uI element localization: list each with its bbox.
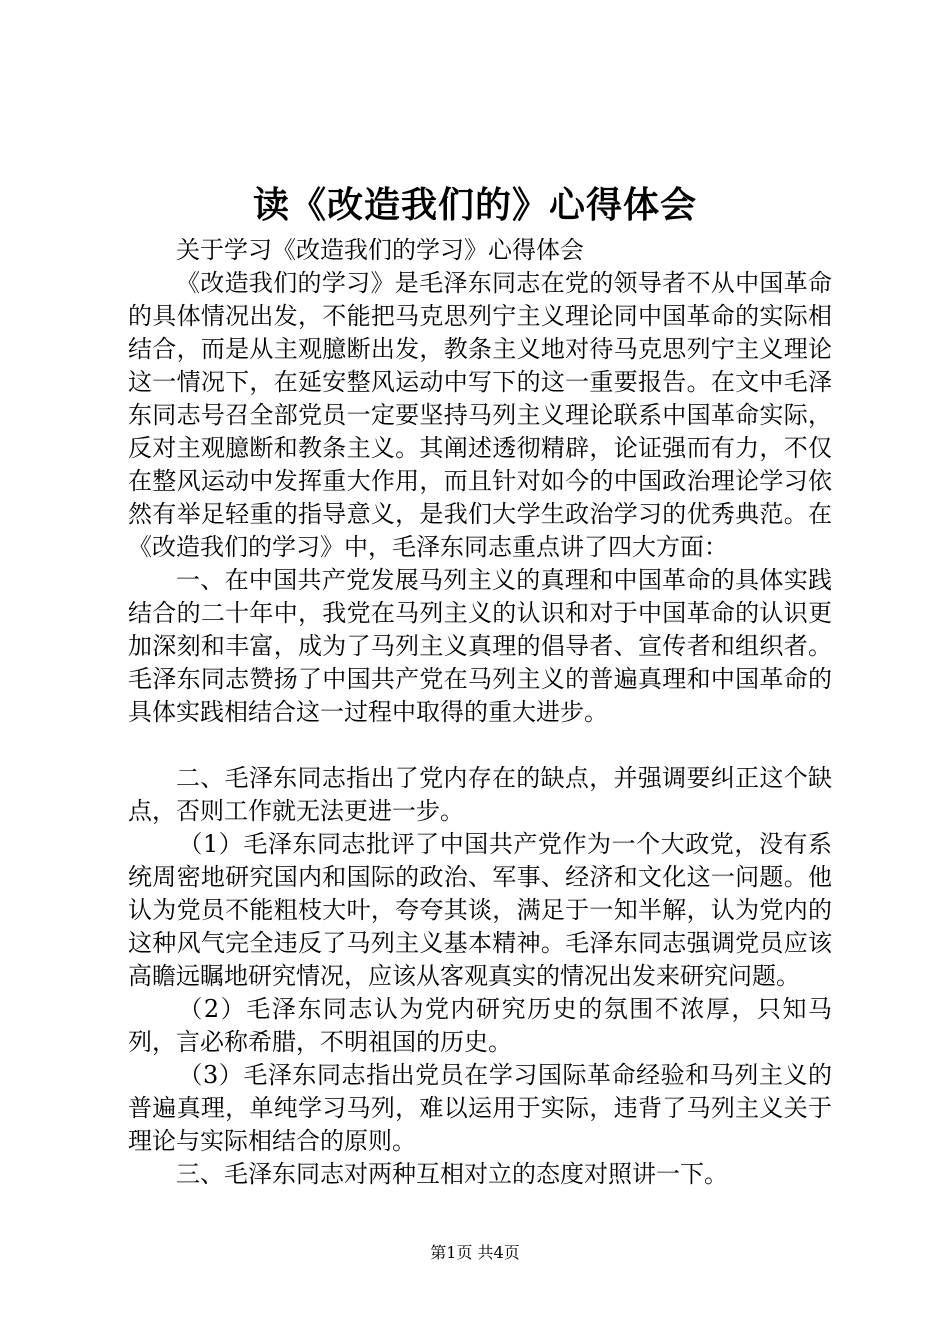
document-title: 读《改造我们的》心得体会 — [252, 184, 697, 226]
blank-line — [128, 729, 832, 762]
paragraph-intro: 《改造我们的学习》是毛泽东同志在党的领导者不从中国革命的具体情况出发，不能把马克思列宁主义理论同中国革命的实际相结合，而是从主观臆断出发，教条主义地对待马克思列宁主义理论这一情况下，在延安整风运动中写下的这一重要报告。在文中毛泽东同志号召全部党员一定要坚持马列主义理论联系中国革命实际，反对主观臆断和教条主义。其阐述透彻精辟，论证强而有力，不仅在整风运动中发挥重大作用，而且针对如今的中国政治理论学习依然有举足轻重的指导意义，是我们大学生政治学习的优秀典范。在《改造我们的学习》中，毛泽东同志重点讲了四大方面： — [128, 269, 832, 561]
paragraph-point-two: 二、毛泽东同志指出了党内存在的缺点，并强调要纠正这个缺点，否则工作就无法更进一步。 — [128, 764, 832, 825]
paragraph-point-one: 一、在中国共产党发展马列主义的真理和中国革命的具体实践结合的二十年中，我党在马列主义的认识和对于中国革命的认识更加深刻和丰富，成为了马列主义真理的倡导者、宣传者和组织者。毛泽东同志赞扬了中国共产党在马列主义的普遍真理和中国革命的具体实践相结合这一过程中取得的重大进步。 — [128, 566, 832, 726]
page-footer: 第1页 共4页 — [430, 1243, 520, 1262]
paragraph-sub-point-2: （2）毛泽东同志认为党内研究历史的氛围不浓厚，只知马列，言必称希腊，不明祖国的历史。 — [128, 995, 832, 1056]
paragraph-sub-point-1: （1）毛泽东同志批评了中国共产党作为一个大政党，没有系统周密地研究国内和国际的政治、军事、经济和文化这一问题。他认为党员不能粗枝大叶，夸夸其谈，满足于一知半解，认为党内的这种风气完全违反了马列主义基本精神。毛泽东同志强调党员应该高瞻远瞩地研究情况，应该从客观真实的情况出发来研究问题。 — [128, 830, 832, 990]
paragraph-point-three: 三、毛泽东同志对两种互相对立的态度对照讲一下。 — [176, 1160, 728, 1188]
paragraph-sub-point-3: （3）毛泽东同志指出党员在学习国际革命经验和马列主义的普遍真理，单纯学习马列，难以运用于实际，违背了马列主义关于理论与实际相结合的原则。 — [128, 1061, 832, 1155]
paragraph-subtitle: 关于学习《改造我们的学习》心得体会 — [176, 236, 584, 264]
document-body — [128, 234, 832, 1191]
